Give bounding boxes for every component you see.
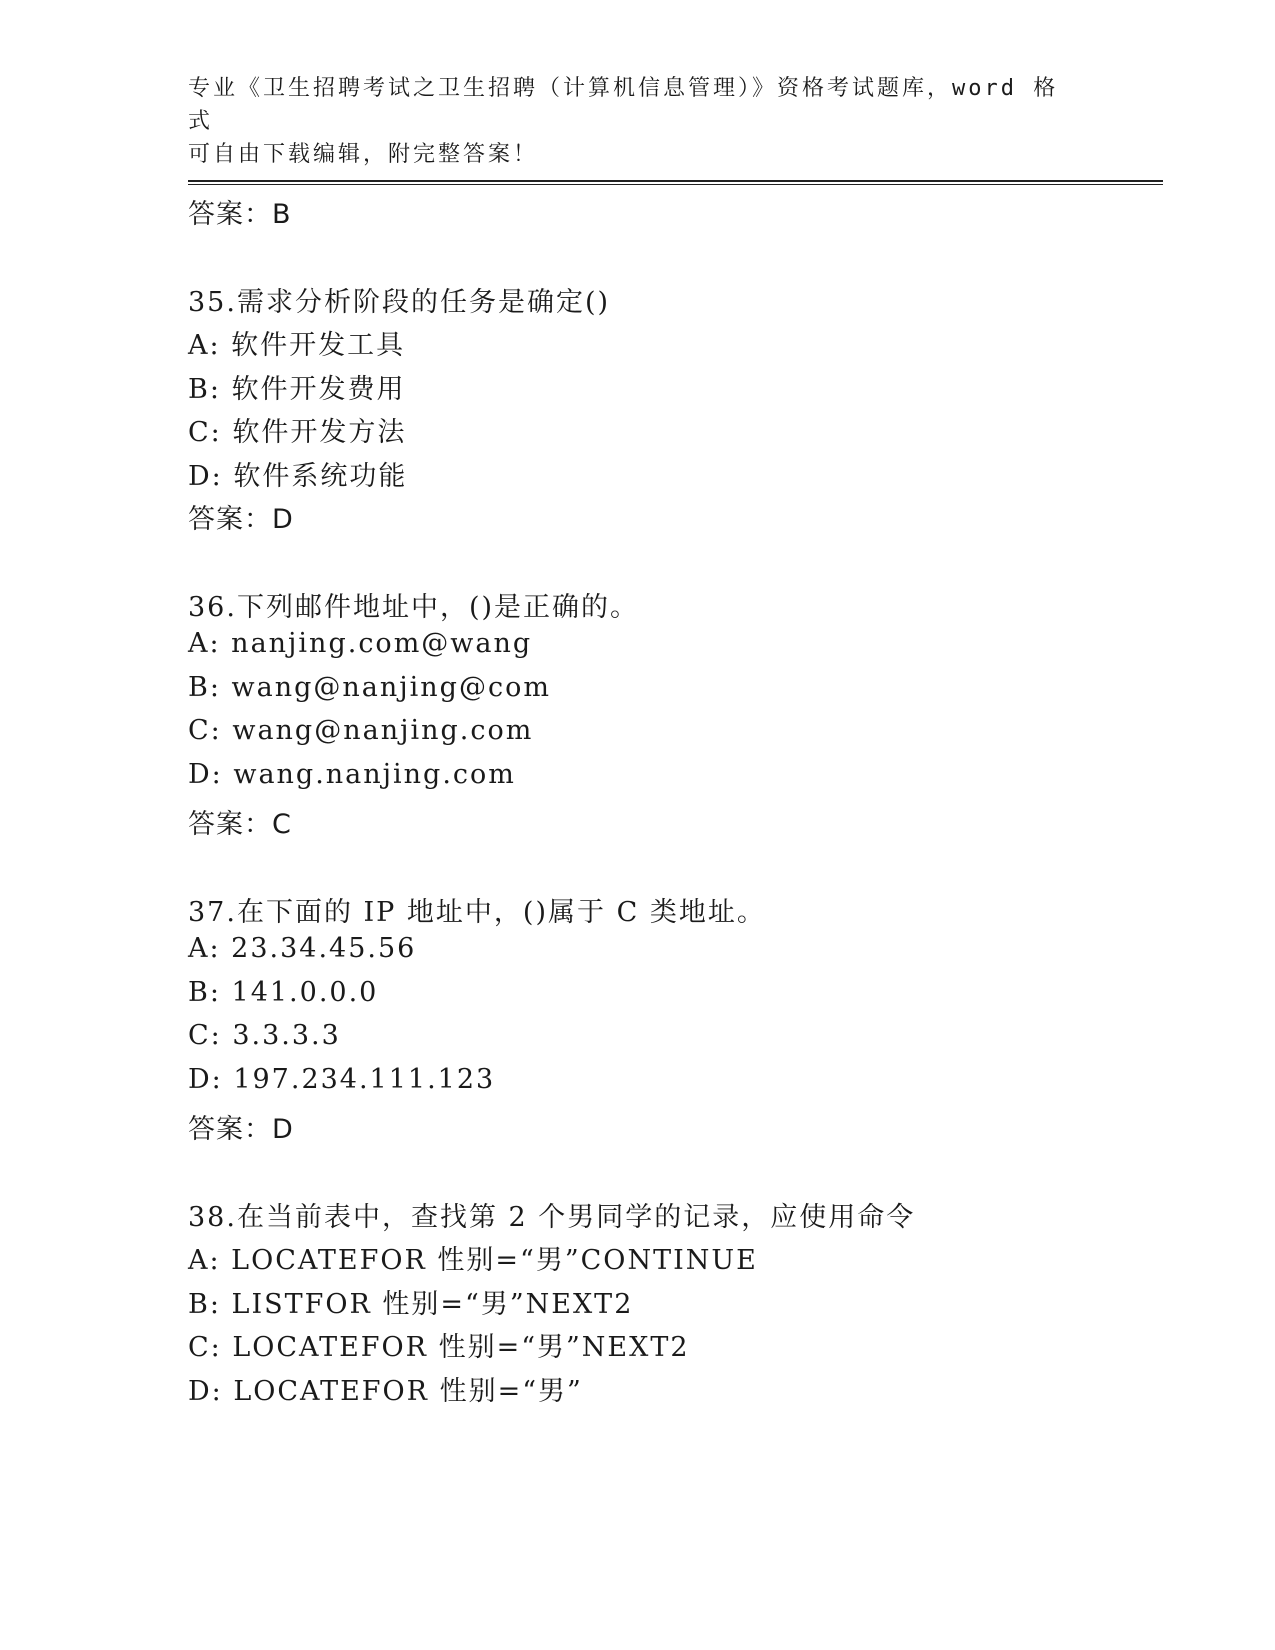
question-36-stem: 36.下列邮件地址中，()是正确的。 [188,592,640,623]
question-36-option-b: B: wang@nanjing@com [188,672,551,703]
question-37-answer: 答案：D [188,1114,294,1145]
question-36-option-a: A: nanjing.com@wang [188,628,533,659]
question-37-option-d: D: 197.234.111.123 [188,1064,496,1095]
answer-previous: 答案：B [188,199,292,230]
question-35-option-a: A: 软件开发工具 [188,330,406,361]
question-38-stem: 38.在当前表中，查找第 2 个男同学的记录，应使用命令 [188,1202,916,1233]
question-37-stem: 37.在下面的 IP 地址中，()属于 C 类地址。 [188,897,766,928]
question-35-answer: 答案：D [188,504,294,535]
question-37-option-b: B: 141.0.0.0 [188,977,379,1008]
question-37-option-c: C: 3.3.3.3 [188,1020,341,1051]
document-header [188,72,1068,171]
question-35-option-b: B: 软件开发费用 [188,374,406,405]
question-38-option-c: C: LOCATEFOR 性别=“男”NEXT2 [188,1332,690,1363]
header-line-2: 可自由下载编辑，附完整答案！ [188,142,539,167]
question-36-option-c: C: wang@nanjing.com [188,715,534,746]
question-35-option-c: C: 软件开发方法 [188,417,407,448]
header-divider-thin [188,184,1163,185]
question-38-option-d: D: LOCATEFOR 性别=“男” [188,1376,583,1407]
question-35-stem: 35.需求分析阶段的任务是确定() [188,287,611,318]
question-36-answer: 答案：C [188,809,292,840]
question-36-option-d: D: wang.nanjing.com [188,759,516,790]
question-37-option-a: A: 23.34.45.56 [188,933,417,964]
question-38-option-a: A: LOCATEFOR 性别=“男”CONTINUE [188,1245,758,1276]
header-line-1: 专业《卫生招聘考试之卫生招聘（计算机信息管理）》资格考试题库，word 格式 [188,76,1059,134]
question-35-option-d: D: 软件系统功能 [188,461,408,492]
question-38-option-b: B: LISTFOR 性别=“男”NEXT2 [188,1289,634,1320]
header-divider [188,180,1163,182]
